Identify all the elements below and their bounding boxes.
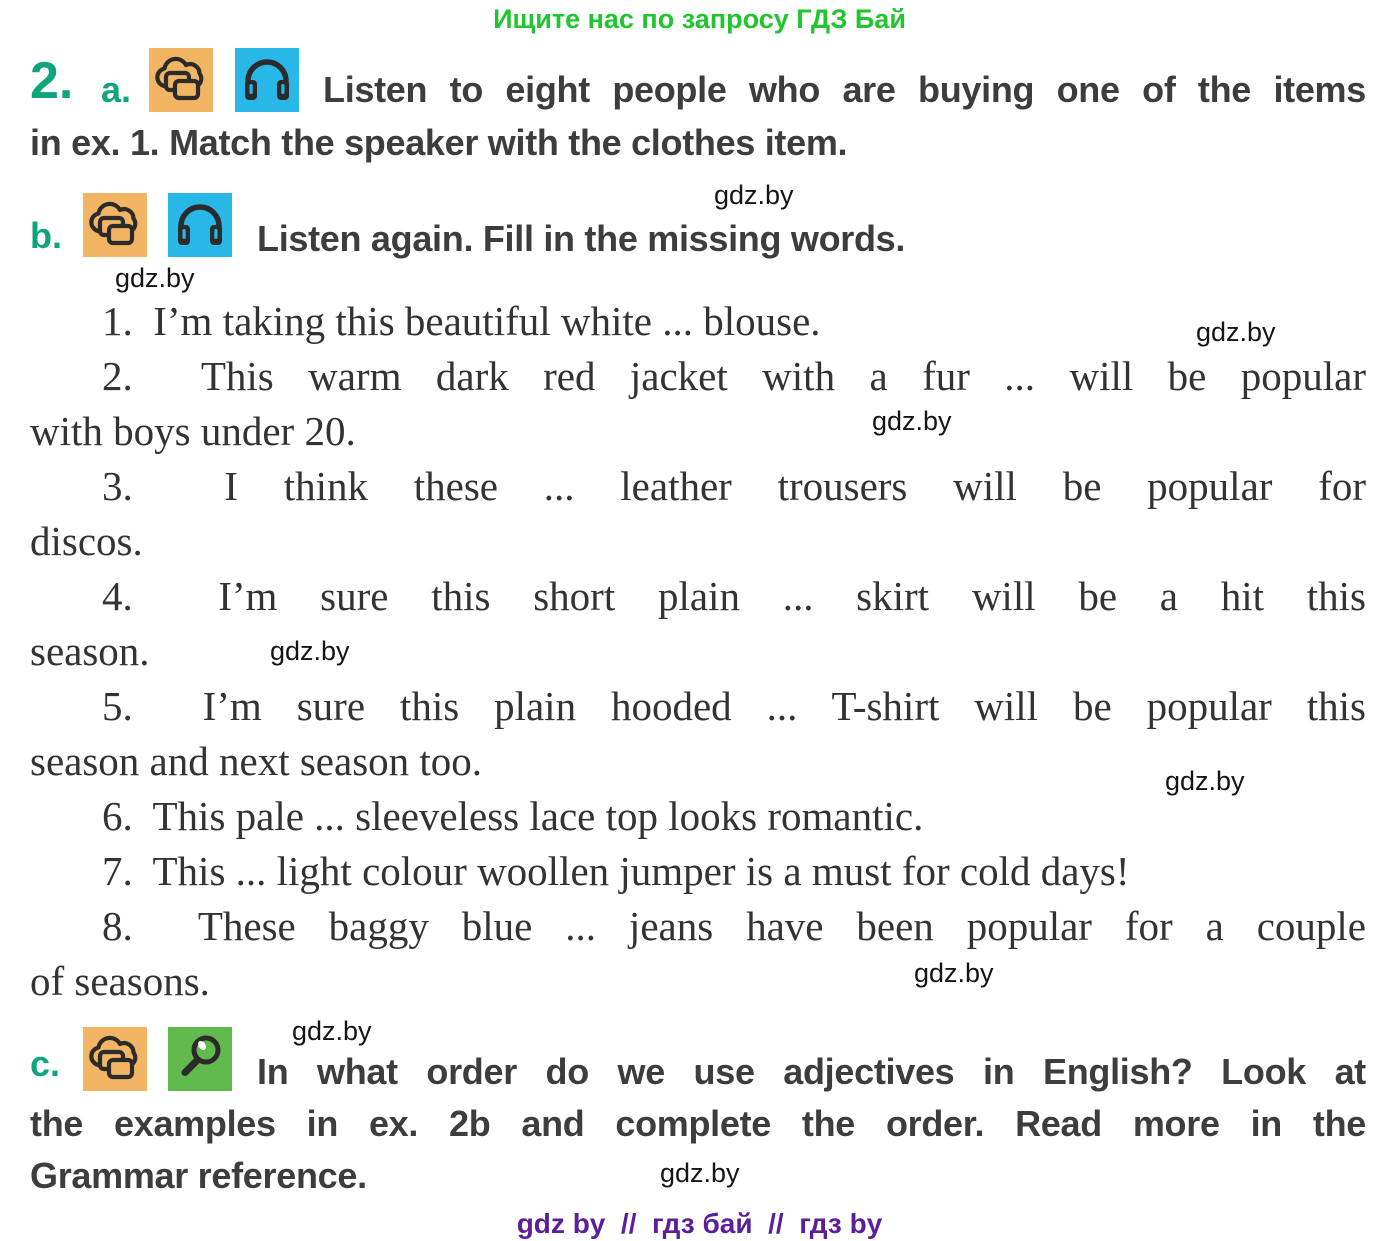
watermark: gdz.by [270,636,350,666]
sentence-4-line2: season. [30,628,150,674]
sentence-5-line2: season and next season too. [30,738,483,784]
task-c-text-line2: the examples in ex. 2b and complete the order. Read more in the [30,1103,1366,1144]
pairwork-cards-cloud-icon [83,193,147,257]
task-a-text-line1: Listen to eight people who are buying one of the items [323,69,1366,110]
sentence-2-line2: with boys under 20. [30,408,356,454]
headphones-icon [168,193,232,257]
footer-text: gdz by // гдз бай // гдз by [516,1208,883,1239]
watermark: gdz.by [1165,766,1245,796]
sentence-5-line1: 5. I’m sure this plain hooded ... T-shirt will be popular this [102,683,1366,729]
sentence-1-line1: 1. I’m taking this beautiful white ... blouse. [102,298,821,344]
task-c-text-line3: Grammar reference. [30,1155,367,1196]
sentence-2-line1: 2. This warm dark red jacket with a fur ... will be popular [102,353,1366,399]
sentence-7-line1: 7. This ... light colour woollen jumper is a must for cold days! [102,848,1130,894]
sentence-3-line2: discos. [30,518,143,564]
watermark: gdz.by [872,406,952,436]
sentence-6-line1: 6. This pale ... sleeveless lace top looks romantic. [102,793,924,839]
task-b-text: Listen again. Fill in the missing words. [257,218,906,259]
watermark: gdz.by [115,263,195,293]
watermark: gdz.by [714,180,794,210]
watermark: gdz.by [292,1016,372,1046]
task-a-letter: a. [101,69,132,110]
task-b-letter: b. [30,215,62,256]
watermark: gdz.by [1196,317,1276,347]
exercise-number: 2. [30,52,74,110]
task-c-text-line1: In what order do we use adjectives in English? Look at [257,1051,1366,1092]
top-banner-text: Ищите нас по запросу ГДЗ Бай [493,4,906,34]
task-a-text-line2: in ex. 1. Match the speaker with the clothes item. [30,122,848,163]
sentence-8-line2: of seasons. [30,958,210,1004]
task-c-letter: c. [30,1043,61,1084]
watermark: gdz.by [660,1158,740,1188]
watermark: gdz.by [914,958,994,988]
sentence-8-line1: 8. These baggy blue ... jeans have been popular for a couple [102,903,1366,949]
sentence-4-line1: 4. I’m sure this short plain ... skirt will be a hit this [102,573,1366,619]
sentence-3-line1: 3. I think these ... leather trousers will be popular for [102,463,1366,509]
